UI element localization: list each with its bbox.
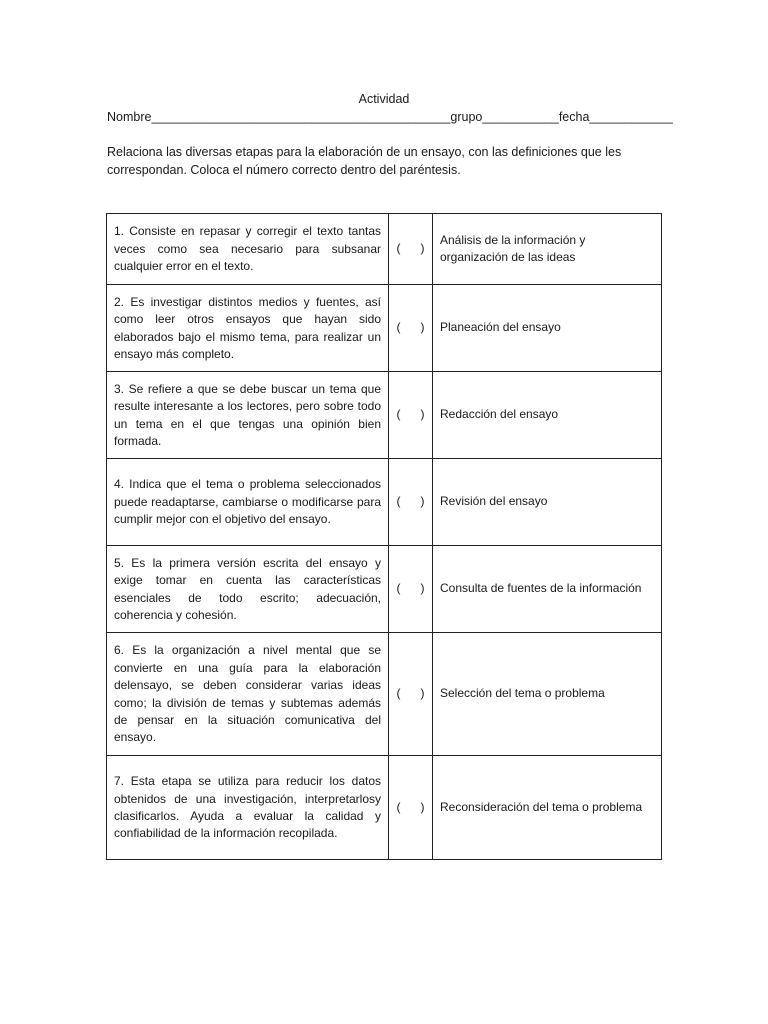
- document-title: Actividad: [358, 92, 410, 106]
- table-row: [107, 214, 662, 285]
- answer-parenthesis[interactable]: ( ): [389, 214, 433, 285]
- matching-table: [106, 213, 662, 860]
- answer-parenthesis[interactable]: ( ): [389, 633, 433, 756]
- definition-cell: [107, 756, 389, 860]
- answer-parenthesis[interactable]: ( ): [389, 285, 433, 372]
- table-row: [107, 372, 662, 459]
- definition-text: 7. Esta etapa se utiliza para reducir los datos obtenidos de una investigación, interpretarlosy clasificarlos. Ayuda a evaluar la calidad y confiabilidad de la información recopilada.: [114, 774, 381, 841]
- definition-cell: [107, 285, 389, 372]
- table-row: [107, 459, 662, 546]
- table-row: [107, 285, 662, 372]
- definition-text: 6. Es la organización a nivel mental que se convierte en una guía para la elaboración delensayo, se deben considerar varias ideas como; la división de temas y subtemas además de pensar en la situación comunicativa del ensayo.: [114, 643, 381, 745]
- answer-parenthesis[interactable]: ( ): [389, 756, 433, 860]
- stage-label: Revisión del ensayo: [433, 459, 662, 546]
- definition-text: 1. Consiste en repasar y corregir el texto tantas veces como sea necesario para subsanar cualquier error en el texto.: [114, 224, 381, 274]
- answer-parenthesis[interactable]: ( ): [389, 372, 433, 459]
- table-row: [107, 756, 662, 860]
- table-row: [107, 546, 662, 633]
- stage-label: Reconsideración del tema o problema: [433, 756, 662, 860]
- stage-label: Selección del tema o problema: [433, 633, 662, 756]
- definition-text: 3. Se refiere a que se debe buscar un tema que resulte interesante a los lectores, pero sobre todo un tema en el que tengas una opinión bien formada.: [114, 381, 381, 448]
- definition-cell: [107, 459, 389, 546]
- definition-text: 4. Indica que el tema o problema seleccionados puede readaptarse, cambiarse o modificarse para cumplir mejor con el objetivo del ensayo.: [114, 477, 381, 527]
- definition-cell: [107, 633, 389, 756]
- answer-parenthesis[interactable]: ( ): [389, 459, 433, 546]
- student-info-line: Nombre___________________________________________grupo___________fecha____________: [107, 110, 673, 124]
- instructions-text: Relaciona las diversas etapas para la elaboración de un ensayo, con las definiciones que les correspondan. Coloca el número correcto dentro del paréntesis.: [107, 145, 622, 177]
- stage-label: Planeación del ensayo: [433, 285, 662, 372]
- stage-label: Análisis de la información y organización de las ideas: [433, 214, 662, 285]
- definition-text: 2. Es investigar distintos medios y fuentes, así como leer otros ensayos que hayan sido elaborados bajo el mismo tema, para realizar un ensayo más completo.: [114, 294, 381, 361]
- definition-cell: [107, 372, 389, 459]
- stage-label: Redacción del ensayo: [433, 372, 662, 459]
- definition-text: 5. Es la primera versión escrita del ensayo y exige tomar en cuenta las características esenciales de todo escrito; adecuación, coherencia y cohesión.: [114, 555, 381, 622]
- stage-label: Consulta de fuentes de la información: [433, 546, 662, 633]
- definition-cell: [107, 546, 389, 633]
- table-row: [107, 633, 662, 756]
- answer-parenthesis[interactable]: ( ): [389, 546, 433, 633]
- definition-cell: [107, 214, 389, 285]
